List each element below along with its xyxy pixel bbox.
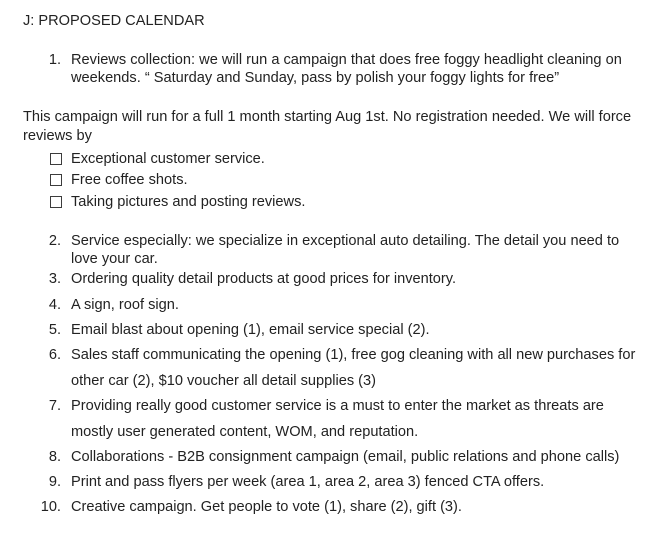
list-item-number: 6. [48,347,61,363]
checkbox[interactable] [50,196,62,208]
list-item-text: Creative campaign. Get people to vote (1), share (2), gift (3). [71,499,462,515]
list-item-number: 7. [48,398,61,414]
list-item-number: 3. [48,271,61,287]
checklist-item-label: Free coffee shots. [71,172,188,188]
checkbox[interactable] [50,153,62,165]
list-item-text: Reviews collection: we will run a campaign that does free foggy headlight cleaning on weekends. “ Saturday and Sunday, pass by polish your foggy lights for free” [71,52,622,86]
list-item-text: Print and pass flyers per week (area 1, area 2, area 3) fenced CTA offers. [71,474,545,490]
list-item-text: Email blast about opening (1), email service special (2). [71,322,430,338]
checklist-item-label: Taking pictures and posting reviews. [71,194,306,210]
list-item-text: Service especially: we specialize in exceptional auto detailing. The detail you need to love your car. [71,233,620,267]
list-item-number: 9. [48,474,61,490]
checklist-item-label: Exceptional customer service. [71,151,265,167]
list-item-text: A sign, roof sign. [71,297,179,313]
list-item-text: Collaborations - B2B consignment campaign (email, public relations and phone calls) [71,449,620,465]
list-item-text: Providing really good customer service is a must to enter the market as threats are mostly user generated content, WOM, and reputation. [71,398,604,440]
list-item-text: Ordering quality detail products at good prices for inventory. [71,271,457,287]
list-item-number: 2. [48,233,61,249]
list-item-number: 1. [48,52,61,68]
list-item-number: 4. [48,297,61,313]
campaign-paragraph: This campaign will run for a full 1 month starting Aug 1st. No registration needed. We will force reviews by [23,109,632,144]
list-item-text: Sales staff communicating the opening (1), free gog cleaning with all new purchases for other car (2), $10 voucher all detail supplies (3) [71,347,636,389]
list-item-number: 10. [40,499,61,515]
list-item-number: 5. [48,322,61,338]
section-heading: J: PROPOSED CALENDAR [23,13,205,29]
checkbox[interactable] [50,174,62,186]
list-item-number: 8. [48,449,61,465]
